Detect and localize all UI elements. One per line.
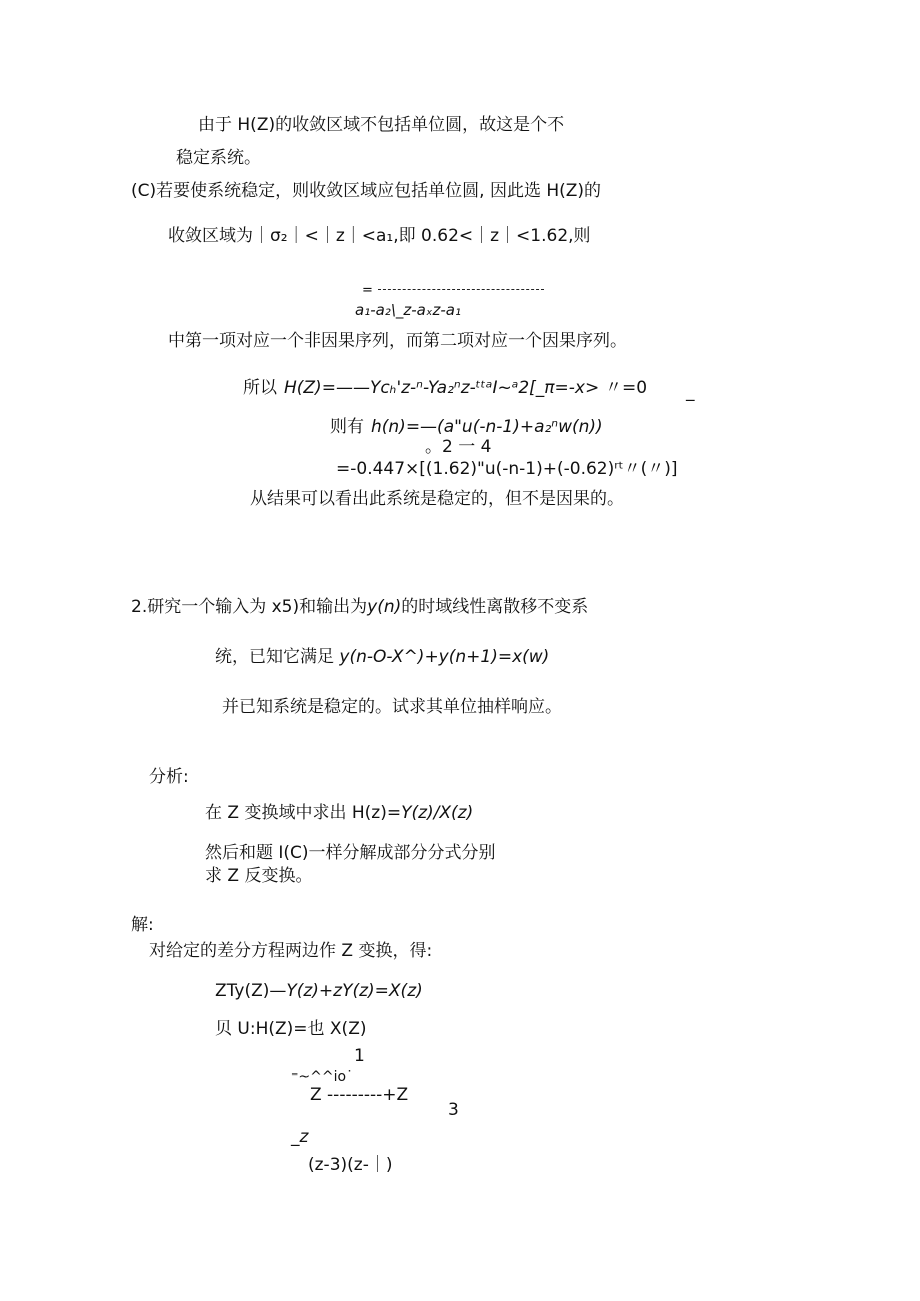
difference-equation: y(n-O-X^)+y(n+1)=x(w)	[339, 647, 550, 667]
solution-line-1: 对给定的差分方程两边作 Z 变换，得:	[149, 941, 433, 961]
equation-h-z: H(Z)=——Ycₕ'z-ⁿ-Ya₂ⁿz-ᵗᵗᵃI~ᵃ2[_π=-x>	[284, 378, 600, 398]
equation-result: =-0.447×[(1.62)"u(-n-1)+(-0.62)ʳᵗ〃(〃)]	[336, 459, 678, 479]
fraction-numerator-1: 1	[354, 1046, 365, 1066]
problem-2-text-c: 统，已知它满足	[215, 647, 334, 667]
text-line-6: 中第一项对应一个非因果序列，而第二项对应一个因果序列。	[168, 331, 627, 351]
text-line-9: 。2 一 4	[425, 437, 492, 457]
text-line-7-label: 所以	[243, 378, 277, 398]
solution-z-transform	[215, 980, 423, 1002]
factored-denominator: (z-3)(z-｜)	[308, 1155, 393, 1175]
analysis-formula: Y(z)/X(z)	[401, 803, 474, 823]
fraction-denominator: a₁-a₂\_z-aₓz-a₁	[355, 301, 462, 319]
text-line-11: 从结果可以看出此系统是稳定的，但不是因果的。	[250, 489, 624, 509]
problem-2-line-2	[215, 646, 549, 668]
text-line-8-label: 则有	[330, 417, 364, 437]
analysis-heading: 分析:	[149, 767, 189, 787]
problem-2-line-1	[131, 596, 588, 618]
solution-z-text: ZTy(Z)—	[215, 981, 287, 1001]
analysis-line-3: 求 Z 反变换。	[205, 866, 313, 886]
fraction-value-3: 3	[448, 1100, 459, 1120]
analysis-text: 在 Z 变换域中求出 H(z)=	[205, 803, 402, 823]
text-line-2: 稳定系统。	[176, 148, 261, 168]
text-line-3: (C)若要使系统稳定，则收敛区域应包括单位圆, 因此选 H(Z)的	[131, 181, 602, 201]
z-symbol: _z	[291, 1127, 309, 1147]
text-line-1: 由于 H(Z)的收敛区域不包括单位圆，故这是个不	[198, 115, 565, 135]
fraction-line-expression: Z ---------+Z	[310, 1085, 409, 1105]
fraction-dashes	[378, 289, 544, 291]
problem-2-text-a: 2.研究一个输入为 x5)和输出为	[131, 597, 368, 617]
solution-heading: 解:	[131, 915, 154, 935]
problem-2-text-b: 的时域线性离散移不变系	[401, 597, 589, 617]
underscore-mark: _	[686, 382, 695, 402]
solution-h-z: 贝 U:H(Z)=也 X(Z)	[215, 1019, 367, 1039]
equation-h-n: h(n)=—(a"u(-n-1)+a₂ⁿw(n))	[371, 417, 603, 437]
analysis-line-2: 然后和题 I(C)一样分解成部分分式分别	[205, 843, 496, 863]
analysis-line-1	[205, 802, 473, 824]
problem-2-y-n: y(n)	[367, 597, 402, 617]
solution-z-formula: Y(z)+zY(z)=X(z)	[286, 981, 423, 1001]
equals-sign: =	[362, 283, 373, 298]
garbled-expression: ⁼~^^io˙	[291, 1069, 354, 1085]
equation-n-zero: 〃=0	[605, 378, 648, 398]
problem-2-line-3: 并已知系统是稳定的。试求其单位抽样响应。	[222, 697, 562, 717]
text-line-4: 收敛区域为｜σ₂｜<｜z｜<a₁,即 0.62<｜z｜<1.62,则	[168, 226, 591, 246]
